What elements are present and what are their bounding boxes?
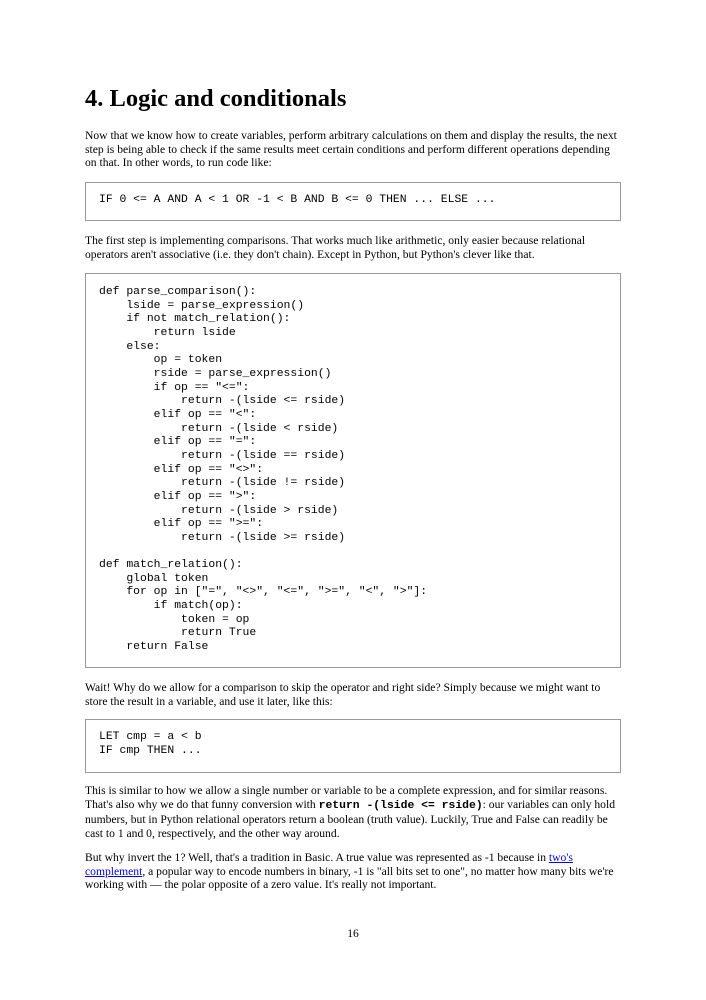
invert-paragraph (85, 851, 621, 892)
code-if-example: IF 0 <= A AND A < 1 OR -1 < B AND B <= 0 THEN ... ELSE ... (99, 194, 496, 206)
code-block-if-example (85, 182, 621, 221)
code-block-let-example (85, 719, 621, 773)
invert-text-before: But why invert the 1? Well, that's a tradition in Basic. A true value was represented as -1 because in (85, 851, 549, 864)
code-block-parse-comparison (85, 273, 621, 668)
wait-paragraph: Wait! Why do we allow for a comparison to skip the operator and right side? Simply because we might want to store the result in a variable, and use it later, like this: (85, 681, 601, 708)
invert-text-after: , a popular way to encode numbers in binary, -1 is "all bits set to one", no matter how many bits we're working with — the polar opposite of a zero value. It's really not important. (85, 864, 614, 892)
inline-code-return: return -(lside <= rside) (318, 799, 483, 812)
twos-complement-link[interactable]: two's complement (85, 851, 573, 878)
code-let-example: LET cmp = a < b IF cmp THEN ... (99, 731, 202, 757)
code-parse-comparison: def parse_comparison(): lside = parse_expression() if not match_relation(): return lside else: op = token rside = parse_expression() if op == "<=": return -(lside <= rside) elif op == "<": return -(lside < rside) elif op == "=": return -(lside == rside) elif op == "<>": return -(lside != rside) elif op == ">": return -(lside > rside) elif op == ">=": return -(lside >= rside) def match_relation(): global token for op in ["=", "<>", "<=", ">=", "<", ">"]: if match(op): token = op return True return False (99, 286, 428, 654)
comparisons-paragraph: The first step is implementing comparisons. That works much like arithmetic, only easier because relational operators aren't associative (i.e. they don't chain). Except in Python, but Python's clever like that. (85, 234, 586, 261)
conversion-text-before: This is similar to how we allow a single number or variable to be a complete expression, and for similar reasons. That's also why we do that funny conversion with (85, 784, 608, 811)
intro-paragraph: Now that we know how to create variables, perform arbitrary calculations on them and display the results, the next step is being able to check if the same results meet certain conditions and perform different operations depending on that. In other words, to run code like: (85, 129, 617, 170)
conversion-paragraph (85, 784, 621, 841)
page-number: 16 (347, 927, 359, 940)
conversion-text-after: : our variables can only hold numbers, but in Python relational operators return a boolean (truth value). Luckily, True and False can readily be cast to 1 and 0, respectively, and the other way around. (85, 797, 615, 841)
section-heading: 4. Logic and conditionals (85, 85, 347, 112)
